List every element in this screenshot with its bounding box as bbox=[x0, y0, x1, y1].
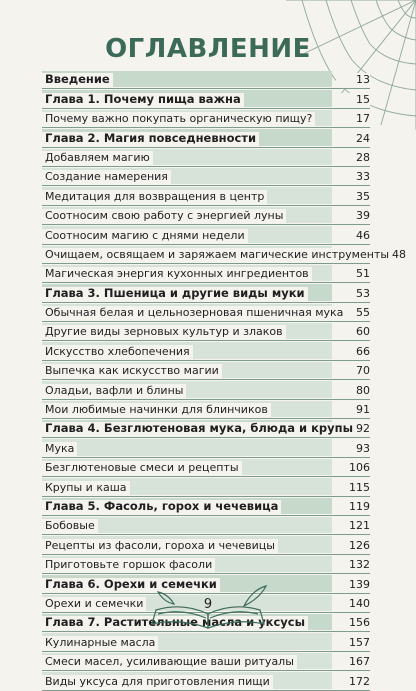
toc-page-number: 140 bbox=[336, 597, 370, 612]
toc-entry-title: Мои любимые начинки для блинчиков bbox=[42, 403, 271, 418]
toc-page-number: 13 bbox=[336, 73, 370, 88]
toc-entry-title: Медитация для возвращения в центр bbox=[42, 190, 267, 205]
toc-entry-row bbox=[42, 206, 370, 225]
toc-page-number: 80 bbox=[336, 384, 370, 399]
toc-entry-row bbox=[42, 148, 370, 167]
toc-entry-row bbox=[42, 341, 370, 360]
toc-page-number: 35 bbox=[336, 190, 370, 205]
toc-page-number: 28 bbox=[336, 151, 370, 166]
toc-page-number: 156 bbox=[336, 616, 370, 631]
page-number: 9 bbox=[203, 597, 213, 612]
toc-page-number: 55 bbox=[346, 306, 370, 321]
toc-chapter-row bbox=[42, 128, 370, 147]
toc-entry-row bbox=[42, 322, 370, 341]
toc-page-number: 121 bbox=[336, 519, 370, 534]
toc-entry-title: Кулинарные масла bbox=[42, 636, 158, 651]
toc-page-number: 132 bbox=[336, 558, 370, 573]
toc-entry-row bbox=[42, 245, 407, 264]
toc-entry-title: Искусство хлебопечения bbox=[42, 345, 193, 360]
toc-page-number: 172 bbox=[336, 675, 370, 690]
toc-entry-row bbox=[42, 458, 370, 477]
toc-entry-title: Соотносим магию с днями недели bbox=[42, 229, 248, 244]
toc-entry-title: Почему важно покупать органическую пищу? bbox=[42, 112, 315, 127]
toc-entry-title: Создание намерения bbox=[42, 170, 171, 185]
toc-entry-title: Глава 2. Магия повседневности bbox=[42, 132, 259, 147]
toc-page-number: 70 bbox=[336, 364, 370, 379]
toc-entry-title: Глава 5. Фасоль, горох и чечевица bbox=[42, 500, 281, 515]
toc-entry-title: Глава 7. Растительные масла и уксусы bbox=[42, 616, 308, 631]
toc-entry-row bbox=[42, 225, 370, 244]
toc-chapter-row bbox=[42, 497, 370, 516]
toc-entry-title: Введение bbox=[42, 73, 113, 88]
toc-entry-row bbox=[42, 380, 370, 399]
toc-page-number: 66 bbox=[336, 345, 370, 360]
toc-entry-row bbox=[42, 186, 370, 205]
page-title: ОГЛАВЛЕНИЕ bbox=[105, 34, 311, 64]
toc-entry-row bbox=[42, 109, 370, 128]
toc-chapter-row bbox=[42, 89, 370, 108]
toc-entry-row bbox=[42, 438, 370, 457]
toc-page-number: 139 bbox=[336, 578, 370, 593]
toc-entry-row bbox=[42, 400, 370, 419]
toc-page-number: 167 bbox=[336, 655, 370, 670]
toc-entry-row bbox=[42, 555, 370, 574]
toc-entry-title: Глава 3. Пшеница и другие виды муки bbox=[42, 287, 308, 302]
toc-entry-title: Обычная белая и цельнозерновая пшеничная мука bbox=[42, 306, 346, 321]
toc-page-number: 60 bbox=[336, 325, 370, 340]
toc-entry-title: Безглютеновые смеси и рецепты bbox=[42, 461, 242, 476]
toc-entry-title: Мука bbox=[42, 442, 77, 457]
toc-entry-title: Очищаем, освящаем и заряжаем магические инструменты bbox=[42, 248, 392, 263]
toc-chapter-row bbox=[42, 283, 370, 302]
toc-entry-row bbox=[42, 477, 370, 496]
toc-chapter-row bbox=[42, 419, 370, 438]
toc-entry-title: Орехи и семечки bbox=[42, 597, 146, 612]
toc-page-number: 115 bbox=[336, 481, 370, 496]
toc-entry-title: Другие виды зерновых культур и злаков bbox=[42, 325, 286, 340]
toc-page-number: 48 bbox=[392, 247, 407, 261]
toc-entry-title: Соотносим свою работу с энергией луны bbox=[42, 209, 286, 224]
row-highlight bbox=[42, 439, 332, 455]
toc-entry-row bbox=[42, 264, 370, 283]
toc-entry-title: Добавляем магию bbox=[42, 151, 153, 166]
toc-page-number: 46 bbox=[336, 229, 370, 244]
toc-entry-title: Магическая энергия кухонных ингредиентов bbox=[42, 267, 312, 282]
toc-entry-title: Смеси масел, усиливающие ваши ритуалы bbox=[42, 655, 297, 670]
toc-page-number: 92 bbox=[356, 422, 370, 436]
toc-entry-title: Глава 6. Орехи и семечки bbox=[42, 578, 220, 593]
toc-entry-title: Бобовые bbox=[42, 519, 98, 534]
toc-chapter-row bbox=[42, 70, 370, 89]
toc-page-number: 53 bbox=[336, 287, 370, 302]
toc-entry-row bbox=[42, 361, 370, 380]
toc-entry-title: Приготовьте горшок фасоли bbox=[42, 558, 215, 573]
toc-page-number: 93 bbox=[336, 442, 370, 457]
toc-entry-row bbox=[42, 671, 370, 690]
toc-page-number: 51 bbox=[336, 267, 370, 282]
toc-page-number: 91 bbox=[336, 403, 370, 418]
toc-page-number: 106 bbox=[336, 461, 370, 476]
toc-page-number: 119 bbox=[336, 500, 370, 515]
toc-entry-title: Глава 4. Безглютеновая мука, блюда и крупы bbox=[42, 422, 356, 437]
toc-entry-row bbox=[42, 167, 370, 186]
toc-page-number: 15 bbox=[336, 93, 370, 108]
toc-page-number: 126 bbox=[336, 539, 370, 554]
toc-entry-row bbox=[42, 652, 370, 671]
toc-entry-row bbox=[42, 535, 370, 554]
toc-page-number: 24 bbox=[336, 132, 370, 147]
toc-entry-row bbox=[42, 516, 370, 535]
toc-page-number: 33 bbox=[336, 170, 370, 185]
toc-entry-title: Рецепты из фасоли, гороха и чечевицы bbox=[42, 539, 278, 554]
toc-entry-title: Оладьи, вафли и блины bbox=[42, 384, 186, 399]
toc-page-number: 39 bbox=[336, 209, 370, 224]
toc-entry-title: Выпечка как искусство магии bbox=[42, 364, 222, 379]
toc-entry-row bbox=[42, 303, 370, 322]
toc-entry-title: Крупы и каша bbox=[42, 481, 130, 496]
toc-page-number: 157 bbox=[336, 636, 370, 651]
toc-page-number: 17 bbox=[336, 112, 370, 127]
toc-entry-title: Виды уксуса для приготовления пищи bbox=[42, 675, 273, 690]
toc-entry-title: Глава 1. Почему пища важна bbox=[42, 93, 244, 108]
